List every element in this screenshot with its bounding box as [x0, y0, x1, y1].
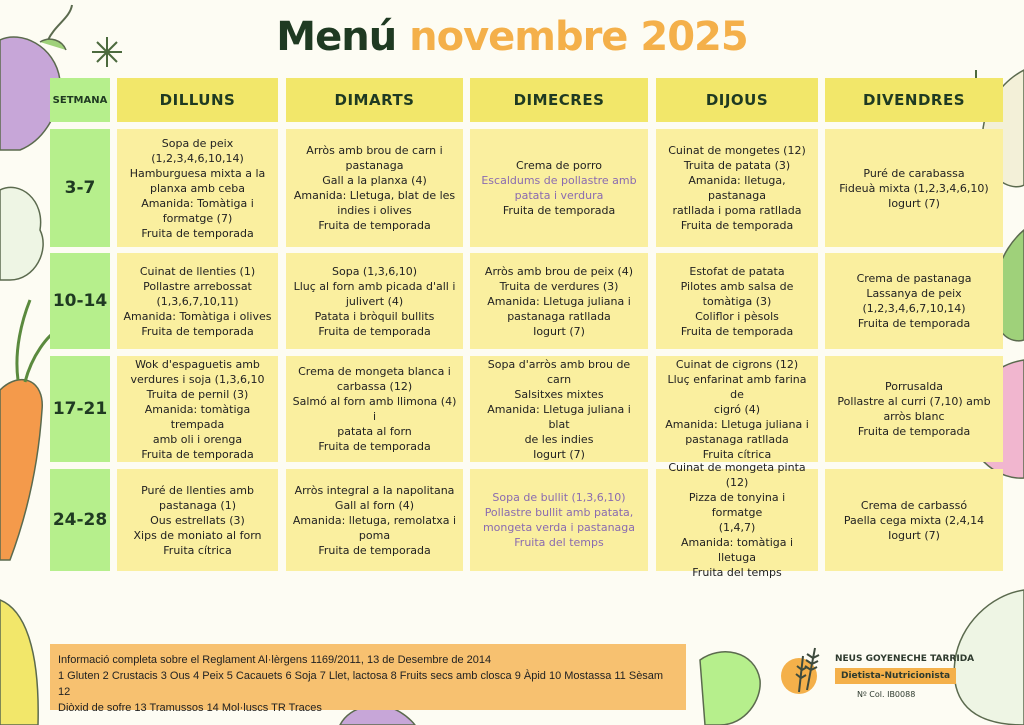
- menu-line: Amanida: Lletuga juliana i: [487, 294, 631, 308]
- menu-line: amb oli i orenga: [152, 432, 243, 446]
- menu-line: Sopa de bullit (1,3,6,10): [492, 491, 626, 504]
- menu-cell: [825, 253, 1003, 349]
- menu-line: arròs blanc: [883, 410, 945, 423]
- week-label: 17-21: [50, 356, 110, 462]
- menu-cell: [286, 356, 463, 462]
- menu-line: Sopa d'arròs amb brou de carn: [487, 357, 631, 386]
- menu-line: Paella cega mixta (2,4,14: [843, 513, 985, 527]
- week-label: 10-14: [50, 253, 110, 349]
- menu-line: carbassa (12): [336, 380, 413, 393]
- pepper-illustration: [700, 652, 760, 725]
- menu-line: Arròs amb brou de peix (4): [484, 264, 634, 278]
- menu-line: Amanida: lletuga, pastanaga: [688, 174, 786, 202]
- menu-line: Gall al forn (4): [334, 498, 415, 512]
- menu-line: julivert (4): [345, 294, 404, 308]
- menu-line: Crema de mongeta blanca i: [298, 365, 451, 378]
- nutritionist-role: Dietista-Nutricionista: [835, 668, 956, 684]
- menu-line: Puré de llenties amb: [141, 483, 254, 497]
- menu-cell: [286, 469, 463, 571]
- menu-line: Iogurt (7): [533, 324, 585, 338]
- menu-line: Truita de pernil (3): [146, 387, 249, 401]
- menu-line: Amanida: tomàtiga trempada: [144, 402, 251, 431]
- menu-line: patata i verdura: [514, 189, 604, 202]
- menu-line: Lluç enfarinat amb farina de: [667, 372, 807, 401]
- wheat-emblem-icon: [777, 642, 831, 696]
- menu-line: Sopa de peix: [161, 136, 234, 150]
- menu-line: Fruita de temporada: [141, 324, 254, 338]
- menu-line: Amanida: Tomàtiga i olives: [123, 309, 272, 323]
- week-column-header: SETMANA: [50, 78, 110, 122]
- menu-line: pastanaga (1): [158, 498, 237, 512]
- menu-line: Iogurt (7): [533, 447, 585, 461]
- lettuce-illustration: [0, 187, 43, 280]
- menu-line: Fruita cítrica: [163, 543, 232, 557]
- menu-line: Crema de porro: [516, 159, 602, 172]
- menu-cell: [286, 253, 463, 349]
- menu-cell: [286, 129, 463, 247]
- menu-line: Pollastre bullit amb patata,: [484, 506, 634, 519]
- menu-line: Fruita de temporada: [857, 317, 971, 330]
- menu-line: Puré de carabassa: [863, 166, 965, 180]
- menu-cell: [656, 253, 818, 349]
- menu-line: Arròs amb brou de carn i: [306, 144, 443, 157]
- menu-line: Hamburguesa mixta a la: [129, 166, 266, 180]
- menu-line: Iogurt (7): [888, 528, 940, 542]
- menu-line: Salsitxes mixtes: [514, 387, 604, 401]
- menu-line: pastanaga ratllada: [507, 309, 611, 323]
- menu-cell: [656, 129, 818, 247]
- nutritionist-logo: [775, 638, 975, 714]
- menu-line: (12): [725, 476, 749, 489]
- menu-line: Fruita de temporada: [502, 204, 616, 217]
- menu-line: Pilotes amb salsa de: [680, 279, 794, 293]
- menu-line: formatge (7): [162, 211, 233, 225]
- menu-line: (1,2,3,4,6,10,14): [151, 151, 244, 165]
- menu-line: Ous estrellats (3): [150, 513, 245, 527]
- menu-cell: [470, 469, 648, 571]
- menu-line: verdures i soja (1,3,6,10: [130, 372, 265, 386]
- menu-cell: [117, 469, 278, 571]
- menu-line: mongeta verda i pastanaga: [482, 521, 636, 534]
- day-header: DIMARTS: [286, 78, 463, 122]
- menu-line: Fruita de temporada: [680, 324, 794, 338]
- menu-line: Lassanya de peix: [866, 287, 962, 300]
- menu-line: Gall a la planxa (4): [322, 174, 427, 187]
- menu-line: Cuinat de cigrons (12): [675, 357, 799, 371]
- menu-line: cigró (4): [713, 402, 761, 416]
- menu-cell: [656, 461, 818, 579]
- title-month: novembre 2025: [409, 14, 748, 60]
- menu-line: Fruita de temporada: [318, 440, 431, 453]
- menu-line: Iogurt (7): [888, 196, 940, 210]
- menu-line: ratllada i poma ratllada: [672, 204, 802, 217]
- menu-cell: [470, 129, 648, 247]
- menu-line: Fruita de temporada: [318, 219, 431, 232]
- menu-line: Fruita del temps: [692, 566, 782, 579]
- allergen-info: [50, 644, 686, 714]
- nutritionist-college-number: Nº Col. IB0088: [857, 690, 916, 699]
- menu-line: Wok d'espaguetis amb: [135, 357, 260, 371]
- page-title: [0, 14, 1024, 60]
- menu-line: Lluç al forn amb picada d'all i: [293, 279, 456, 293]
- menu-line: Cuinat de mongeta pinta: [668, 461, 806, 474]
- menu-line: Pollastre arrebossat: [143, 279, 252, 293]
- menu-cell: [117, 253, 278, 349]
- title-menu: Menú: [276, 14, 397, 60]
- menu-line: (1,4,7): [718, 521, 756, 534]
- menu-line: Crema de pastanaga: [856, 272, 972, 285]
- allergen-line: Informació completa sobre el Reglament Al·lèrgens 1169/2011, 13 de Desembre de 2014: [58, 654, 492, 666]
- week-label: 24-28: [50, 469, 110, 571]
- menu-cell: [825, 129, 1003, 247]
- menu-line: tomàtiga (3): [702, 294, 772, 308]
- menu-line: Fruita de temporada: [680, 219, 794, 232]
- menu-line: Fruita cítrica: [702, 447, 772, 461]
- menu-line: Amanida: Lletuga juliana i blat: [487, 402, 631, 431]
- menu-line: Fruita de temporada: [857, 425, 971, 438]
- menu-cell: [825, 469, 1003, 571]
- menu-line: patata al forn: [337, 425, 412, 438]
- menu-line: pastanaga ratllada: [685, 432, 789, 446]
- menu-line: Amanida: tomàtiga i lletuga: [680, 536, 794, 564]
- week-label: 3-7: [50, 129, 110, 247]
- menu-line: Truita de verdures (3): [499, 279, 619, 293]
- menu-cell: [825, 356, 1003, 462]
- allergen-line: 1 Gluten 2 Crustacis 3 Ous 4 Peix 5 Cacauets 6 Soja 7 Llet, lactosa 8 Fruits secs amb closca 9 Àpid 10 Mostassa 11 Sèsam 12: [58, 670, 664, 698]
- menu-line: Amanida: Lletuga juliana i: [665, 417, 809, 431]
- menu-line: Pollastre al curri (7,10) amb: [837, 395, 991, 408]
- menu-cell: [117, 356, 278, 462]
- menu-line: Fruita de temporada: [141, 447, 254, 461]
- menu-line: Cuinat de mongetes (12): [668, 144, 806, 157]
- menu-cell: [117, 129, 278, 247]
- menu-line: Fideuà mixta (1,2,3,4,6,10): [839, 181, 989, 195]
- menu-line: Fruita del temps: [514, 536, 604, 549]
- menu-line: Coliflor i pèsols: [695, 309, 779, 323]
- menu-line: Amanida: Tomàtiga i: [141, 196, 254, 210]
- day-header: DIVENDRES: [825, 78, 1003, 122]
- menu-line: planxa amb ceba: [150, 181, 245, 195]
- menu-line: Amanida: lletuga, remolatxa i: [292, 513, 457, 527]
- menu-line: Pizza de tonyina i formatge: [688, 491, 786, 519]
- menu-cell: [470, 253, 648, 349]
- menu-line: Fruita de temporada: [318, 543, 431, 557]
- menu-line: Crema de carbassó: [860, 498, 968, 512]
- menu-line: Salmó al forn amb llimona (4) i: [292, 395, 457, 423]
- day-header: DIJOUS: [656, 78, 818, 122]
- menu-cell: [656, 356, 818, 462]
- menu-line: Arròs integral a la napolitana: [294, 483, 455, 497]
- corn-illustration: [0, 600, 38, 725]
- menu-line: Truita de patata (3): [683, 159, 791, 172]
- menu-line: Cuinat de llenties (1): [139, 264, 256, 278]
- menu-line: Estofat de patata: [689, 264, 785, 278]
- menu-line: poma: [358, 528, 391, 542]
- menu-cell: [470, 356, 648, 462]
- menu-line: indies i olives: [337, 204, 412, 217]
- allergen-line: Diòxid de sofre 13 Tramussos 14 Mol·luscs TR Traces: [58, 702, 322, 714]
- menu-line: pastanaga: [345, 159, 404, 172]
- menu-line: (1,3,6,7,10,11): [156, 294, 239, 308]
- menu-line: (1,2,3,4,6,7,10,14): [862, 302, 966, 315]
- menu-line: Patata i bròquil bullits: [314, 309, 435, 323]
- menu-line: Xips de moniato al forn: [133, 528, 262, 542]
- menu-line: Sopa (1,3,6,10): [332, 264, 417, 278]
- menu-line: Fruita de temporada: [141, 226, 254, 240]
- nutritionist-name: NEUS GOYENECHE TARRIDA: [835, 654, 975, 664]
- day-header: DIMECRES: [470, 78, 648, 122]
- menu-line: de les indies: [524, 432, 594, 446]
- menu-line: Amanida: Lletuga, blat de les: [293, 189, 456, 202]
- menu-line: Escaldums de pollastre amb: [481, 174, 637, 187]
- menu-line: Porrusalda: [884, 380, 944, 393]
- day-header: DILLUNS: [117, 78, 278, 122]
- menu-line: Fruita de temporada: [318, 324, 431, 338]
